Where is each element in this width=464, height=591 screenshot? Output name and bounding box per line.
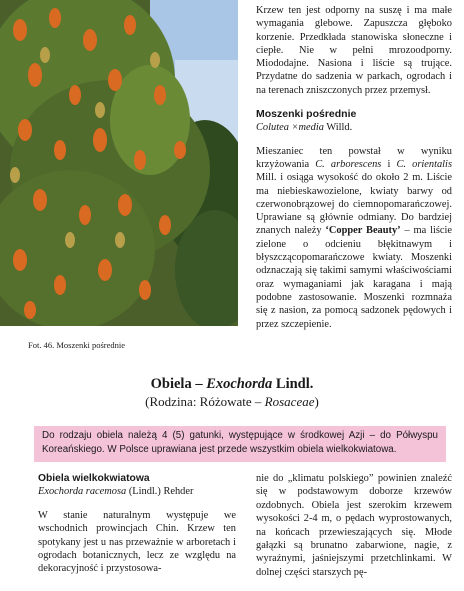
title-italic: Exochorda <box>206 376 273 392</box>
species-heading: Obiela wielkokwiatowa <box>38 473 150 484</box>
text-run: Mieszaniec ten powstał w wyniku krzyżowania <box>256 145 452 170</box>
text-run: – ma liście zielone o odcieniu błękitnawym i błyszczącopomarańczowe kwiaty. Moszenki odznaczają się takimi samymi właściwościami oraz wymaganiami jak karagana i mają podobne zastosowanie. Moszenki rozmnaża się z nasion, za pomocą sadzonek pędowych i przez szczepienie. <box>256 225 452 330</box>
cultivar-name: ‘Copper Beauty’ <box>325 225 401 237</box>
species-latin-name <box>38 485 236 498</box>
text-run: Mill. i osiąga wysokość do około 2 m. Liście ma niebieskawozielone, kwiaty barwy od czerwonobrązowej do ciemnopomarańczowej. Uprawiane są głównie odmiany. Do bardziej znanych należy <box>256 172 452 237</box>
title-run: Lindl. <box>272 376 314 392</box>
text-italic: C. arborescens <box>315 158 382 170</box>
photo-caption: Fot. 46. Moszenki pośrednie <box>28 340 126 350</box>
section-latin-name <box>256 121 452 134</box>
genus-title-block <box>0 376 464 410</box>
paragraph: nie do „klimatu polskiego” powinien znaleźć się w podstawowym doborze krzewów ozdobnych. Obiela jest szerokim krzewem wysokości 2-4 m, o pędach wyprostowanych, na końcach przewieszających się. Młode gałązki są brunatno zabarwione, nagie, z wyraźnymi, jaśniejszymi przetchlinkami. W dolnej części starszych pę- <box>256 473 452 578</box>
family-run: (Rodzina: Różowate – <box>145 394 265 409</box>
right-column-bottom <box>256 472 452 579</box>
shrub-photo <box>0 0 238 326</box>
family-run: ) <box>314 394 319 409</box>
text-italic: C. orientalis <box>396 158 452 170</box>
family-italic: Rosaceae <box>264 394 315 409</box>
latin-italic: Colutea ×media <box>256 122 324 134</box>
paragraph: W stanie naturalnym występuje we wschodnich prowincjach Chin. Krzew ten spotykany jest u nas przeważnie w arboretach i ogrodach botanicznych, lecz ze względu na dekoracyjność i przystosowa- <box>38 509 236 575</box>
section-title: Moszenki pośrednie <box>256 108 357 121</box>
latin-italic: Exochorda racemosa <box>38 486 127 498</box>
right-column-top <box>256 4 452 331</box>
left-column-bottom <box>38 472 236 576</box>
family-line <box>0 394 464 410</box>
paragraph <box>256 145 452 331</box>
paragraph: Krzew ten jest odporny na suszę i ma małe wymagania glebowe. Zapuszcza głęboko korzenie. Przedkłada stanowiska słoneczne i ciepłe. Nie w pełni mrozoodporny. Miododajne. Nasiona i liście są trujące. Przydatne do sadzenia w parkach, ogrodach i na terenach zniszczonych przez przemysł. <box>256 5 452 96</box>
text-run: i <box>381 158 397 170</box>
photo-colutea-media <box>0 0 238 326</box>
latin-author: (Lindl.) Rehder <box>126 486 194 498</box>
latin-author: Willd. <box>323 122 353 134</box>
genus-title <box>0 376 464 393</box>
genus-intro-box: Do rodzaju obiela należą 4 (5) gatunki, występujące w środkowej Azji – do Półwyspu Koreańskiego. W Polsce uprawiana jest przede wszystkim obiela wielkokwiatowa. <box>34 426 446 462</box>
title-run: Obiela – <box>150 376 207 392</box>
